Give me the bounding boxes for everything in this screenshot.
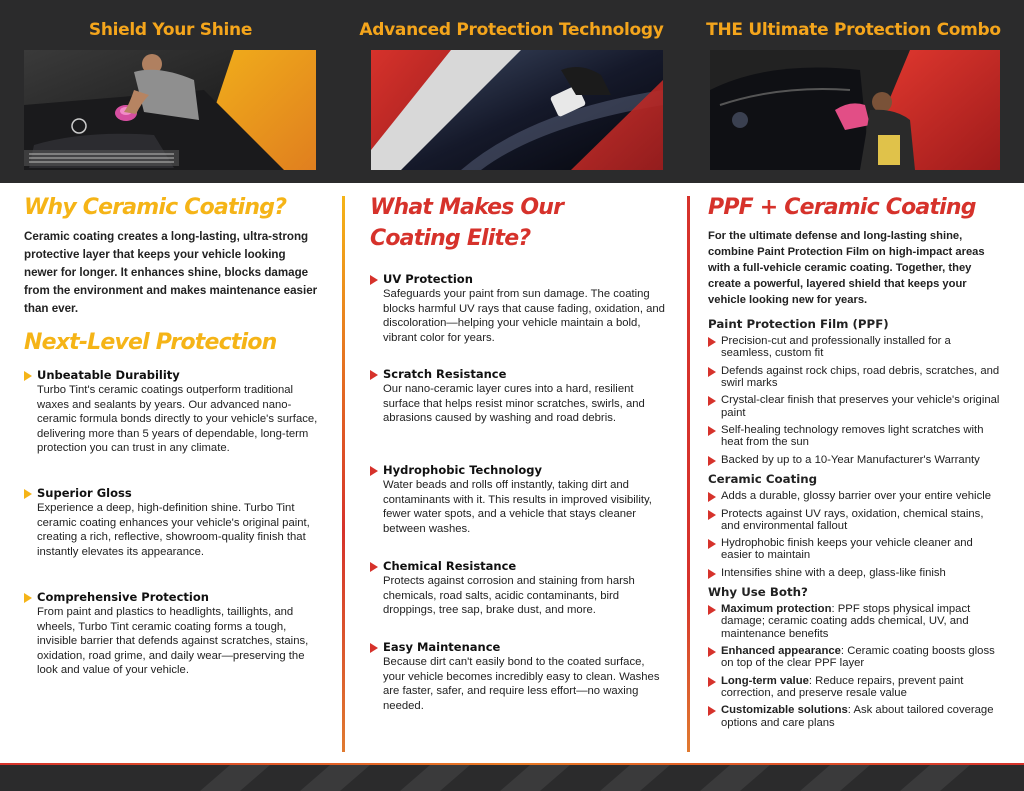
triangle-bullet-icon xyxy=(24,489,32,499)
heading-why-ceramic: Why Ceramic Coating? xyxy=(24,195,287,220)
feature-title: Easy Maintenance xyxy=(383,640,501,654)
feature-title: Chemical Resistance xyxy=(383,559,517,573)
feature-title: Superior Gloss xyxy=(37,486,132,500)
ceramic-list xyxy=(708,490,1004,579)
feature-comprehensive xyxy=(24,590,322,678)
column-divider xyxy=(342,196,345,752)
feature-body: Turbo Tint's ceramic coatings outperform traditional waxes and sealants by years. Our advanced nano-ceramic formula bonds directly to your vehicle's surface, delivering more than 5 years of dependable, long-term protection you can trust in any climate. xyxy=(37,384,318,454)
feature-body: Experience a deep, high-definition shine. Turbo Tint ceramic coating enhances your vehicle's original paint, creating a rich, reflective, showroom-quality finish that instantly elevates its appearance. xyxy=(37,502,310,558)
subheading-ppf: Paint Protection Film (PPF) xyxy=(708,317,889,331)
list-item: Customizable solutions: Ask about tailored coverage options and care plans xyxy=(708,704,1004,728)
feature-body: Safeguards your paint from sun damage. The coating blocks harmful UV rays that cause fading, oxidation, and discoloration—helping your vehicle maintain a bold, vibrant color for years. xyxy=(383,288,665,344)
list-item: Maximum protection: PPF stops physical impact damage; ceramic coating adds chemical, UV, and maintenance benefits xyxy=(708,603,1004,640)
heading-next-level: Next-Level Protection xyxy=(24,330,277,355)
photo-polishing-car xyxy=(24,50,316,170)
triangle-bullet-icon xyxy=(708,539,716,549)
column-why-ceramic xyxy=(24,192,322,676)
ppf-list xyxy=(708,335,1004,466)
bottom-banner xyxy=(0,765,1024,791)
feature-title: UV Protection xyxy=(383,272,473,286)
list-item: Adds a durable, glossy barrier over your entire vehicle xyxy=(708,490,1004,502)
feature-body: Protects against corrosion and staining from harsh chemicals, road salts, acidic contaminants, bird droppings, tree sap, brake dust, and more. xyxy=(383,575,635,616)
feature-title: Hydrophobic Technology xyxy=(383,463,543,477)
feature-scratch xyxy=(370,367,668,426)
triangle-bullet-icon xyxy=(708,706,716,716)
heading-ppf-ceramic: PPF + Ceramic Coating xyxy=(708,195,976,220)
feature-title: Scratch Resistance xyxy=(383,367,507,381)
top-banner xyxy=(0,0,1024,183)
triangle-bullet-icon xyxy=(708,605,716,615)
top-panel-3 xyxy=(683,0,1024,183)
triangle-bullet-icon xyxy=(370,370,378,380)
list-item: Long-term value: Reduce repairs, prevent paint correction, and preserve resale value xyxy=(708,675,1004,699)
feature-body: From paint and plastics to headlights, taillights, and wheels, Turbo Tint ceramic coating forms a tough, invisible barrier that defends against scratches, stains, oxidation, road grime, and daily wear—preserving the look and value of your vehicle. xyxy=(37,606,309,676)
panel-title-combo: THE Ultimate Protection Combo xyxy=(706,20,1001,40)
triangle-bullet-icon xyxy=(708,677,716,687)
top-panel-1 xyxy=(0,0,341,183)
triangle-bullet-icon xyxy=(370,562,378,572)
feature-uv xyxy=(370,272,668,345)
list-item: Defends against rock chips, road debris, scratches, and swirl marks xyxy=(708,365,1004,389)
list-item: Intensifies shine with a deep, glass-like finish xyxy=(708,567,1004,579)
list-item: Precision-cut and professionally installed for a seamless, custom fit xyxy=(708,335,1004,359)
column-elite xyxy=(370,192,668,712)
feature-gloss xyxy=(24,486,322,559)
triangle-bullet-icon xyxy=(708,396,716,406)
triangle-bullet-icon xyxy=(708,426,716,436)
panel-title-shield: Shield Your Shine xyxy=(88,20,253,40)
feature-hydrophobic xyxy=(370,463,668,536)
heading-elite: What Makes Our Coating Elite? xyxy=(370,195,564,251)
feature-body: Because dirt can't easily bond to the coated surface, your vehicle becomes incredibly easy to clean. Washes are faster, safer, and require less effort—no waxing needed. xyxy=(383,656,660,712)
feature-title: Comprehensive Protection xyxy=(37,590,209,604)
list-item: Enhanced appearance: Ceramic coating boosts gloss on top of the clear PPF layer xyxy=(708,645,1004,669)
feature-title: Unbeatable Durability xyxy=(37,368,180,382)
top-panel-2 xyxy=(341,0,682,183)
list-item: Hydrophobic finish keeps your vehicle cleaner and easier to maintain xyxy=(708,537,1004,561)
list-item: Crystal-clear finish that preserves your vehicle's original paint xyxy=(708,394,1004,418)
list-item: Backed by up to a 10-Year Manufacturer's Warranty xyxy=(708,454,1004,466)
triangle-bullet-icon xyxy=(708,647,716,657)
feature-body: Water beads and rolls off instantly, taking dirt and contaminants with it. This results in improved visibility, fewer water spots, and a vehicle that stays cleaner between washes. xyxy=(383,479,652,535)
subheading-why-both: Why Use Both? xyxy=(708,585,808,600)
panel-title-advanced: Advanced Protection Technology xyxy=(359,20,664,40)
feature-maintenance xyxy=(370,640,668,713)
column-divider xyxy=(687,196,690,752)
triangle-bullet-icon xyxy=(708,456,716,466)
intro-ppf-ceramic: For the ultimate defense and long-lasting shine, combine Paint Protection Film on high-impact areas with a full-vehicle ceramic coating. Together, they create a powerful, layered shield that keeps your vehicle looking new for years. xyxy=(708,230,985,306)
triangle-bullet-icon xyxy=(708,492,716,502)
why-both-list xyxy=(708,603,1004,729)
subheading-ceramic: Ceramic Coating xyxy=(708,472,818,487)
triangle-bullet-icon xyxy=(370,643,378,653)
feature-chemical xyxy=(370,559,668,618)
photo-applying-coating xyxy=(371,50,663,170)
feature-durability xyxy=(24,368,322,456)
list-item: Protects against UV rays, oxidation, chemical stains, and environmental fallout xyxy=(708,508,1004,532)
triangle-bullet-icon xyxy=(370,275,378,285)
triangle-bullet-icon xyxy=(708,337,716,347)
triangle-bullet-icon xyxy=(370,466,378,476)
column-ppf-ceramic xyxy=(708,192,1004,734)
triangle-bullet-icon xyxy=(708,367,716,377)
triangle-bullet-icon xyxy=(24,593,32,603)
intro-why-ceramic: Ceramic coating creates a long-lasting, ultra-strong protective layer that keeps your vehicle looking newer for longer. It enhances shine, blocks damage from the environment and makes maintenance easier than ever. xyxy=(24,230,318,315)
triangle-bullet-icon xyxy=(24,371,32,381)
feature-body: Our nano-ceramic layer cures into a hard, resilient surface that helps resist minor scratches, swirls, and abrasions caused by washing and road debris. xyxy=(383,383,645,424)
diagonal-pattern xyxy=(0,765,1024,791)
triangle-bullet-icon xyxy=(708,510,716,520)
triangle-bullet-icon xyxy=(708,569,716,579)
photo-ppf-install xyxy=(710,50,1000,170)
list-item: Self-healing technology removes light scratches with heat from the sun xyxy=(708,424,1004,448)
